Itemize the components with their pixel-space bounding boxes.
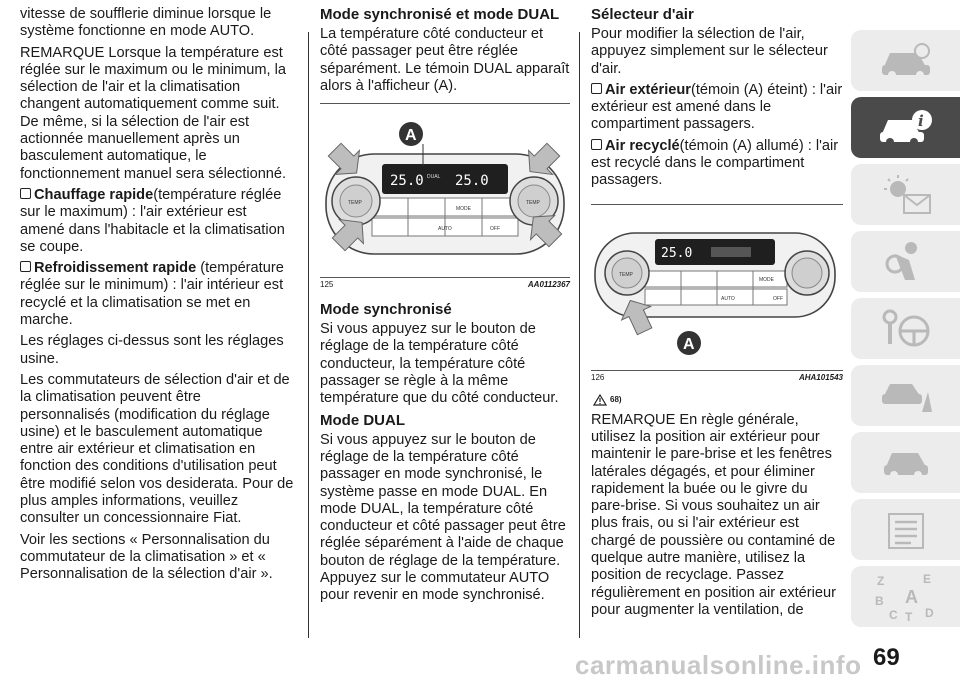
car-road-icon bbox=[878, 374, 934, 418]
temp-knob-label: TEMP bbox=[348, 200, 362, 207]
figure-code: AA0112367 bbox=[527, 280, 570, 290]
key-steering-icon bbox=[878, 307, 934, 351]
chapter-tabs bbox=[851, 30, 960, 633]
svg-text:E: E bbox=[922, 571, 931, 586]
svg-text:D: D bbox=[924, 605, 934, 620]
climate-panel-recirc-illustration bbox=[591, 215, 843, 365]
item-label: Chauffage rapide bbox=[34, 186, 154, 203]
item-text: (témoin (A) allumé) : l'air est recyclé dans le compartiment passagers. bbox=[591, 137, 839, 189]
auto-button-label: AUTO bbox=[721, 295, 735, 302]
list-item bbox=[591, 82, 843, 134]
paragraph: Si vous appuyez sur le bouton de réglage de la température côté passager en mode synchronisé, le système passe en mode DUAL. En mode DUAL, la température côté conducteur et côté passager peut être réglée séparément à l'aide de chaque bouton de réglage de la température. Appuyez sur le commutateur AUTO pour revenir en mode synchronisé. bbox=[320, 431, 566, 604]
paragraph: La température côté conducteur et côté passager peut être réglée séparément. Le témoin DUAL apparaît alors à l'afficheur (A). bbox=[320, 26, 570, 94]
off-button-label: OFF bbox=[490, 226, 500, 233]
item-label: Air recyclé bbox=[605, 137, 680, 154]
tab-index[interactable] bbox=[851, 566, 960, 627]
checkbox-bullet-icon bbox=[20, 261, 31, 272]
item-label: Air extérieur bbox=[605, 81, 691, 98]
car-dashboard-icon bbox=[878, 41, 934, 81]
warning-triangle-icon bbox=[593, 394, 607, 406]
warning-lights-message-icon bbox=[878, 173, 934, 217]
svg-text:C: C bbox=[888, 607, 898, 622]
svg-text:B: B bbox=[874, 593, 884, 608]
paragraph: vitesse de soufflerie diminue lorsque le système fonctionne en mode AUTO. bbox=[20, 6, 272, 40]
tab-knowing-vehicle[interactable] bbox=[851, 97, 960, 158]
tab-warning-lights[interactable] bbox=[851, 164, 960, 225]
checkbox-bullet-icon bbox=[591, 139, 602, 150]
spec-list-icon bbox=[881, 508, 931, 552]
dual-indicator: DUAL bbox=[427, 174, 441, 181]
list-item bbox=[20, 187, 294, 256]
temp-knob-label: TEMP bbox=[619, 271, 633, 278]
item-text: (température réglée sur le minimum) : l'air intérieur est recyclé et la climatisation se met en marche. bbox=[20, 260, 284, 329]
paragraph-remark: REMARQUE Lorsque la température est réglée sur le maximum ou le minimum, la sélection de l'air et la climatisation changent automatiquement comme suit. De même, si la sélection de l'air est actionnée manuellement après un basculement automatique, le fonctionnement manuel sera sélectionné. bbox=[20, 44, 287, 182]
svg-text:Z: Z bbox=[876, 573, 884, 588]
temp-knob-label: TEMP bbox=[526, 200, 540, 207]
index-letters-icon bbox=[871, 571, 941, 623]
section-heading: Mode synchronisé bbox=[320, 301, 452, 319]
page-number: 69 bbox=[873, 644, 900, 671]
svg-text:i: i bbox=[917, 111, 924, 130]
column-middle bbox=[320, 6, 570, 609]
tab-starting-driving[interactable] bbox=[851, 298, 960, 359]
note-number: 68) bbox=[610, 395, 622, 405]
figure-number: 126 bbox=[591, 372, 605, 382]
figure-climate-panel-recirc bbox=[591, 215, 843, 382]
checkbox-bullet-icon bbox=[591, 83, 602, 94]
figure-climate-panel-dual bbox=[320, 114, 570, 289]
list-item bbox=[591, 138, 843, 190]
display-left-temp: 25.0 bbox=[390, 173, 424, 190]
column-left bbox=[20, 6, 294, 588]
tab-dashboard[interactable] bbox=[851, 30, 960, 91]
mode-button-label: MODE bbox=[456, 206, 471, 213]
figure-number: 125 bbox=[320, 280, 334, 290]
section-heading: Sélecteur d'air bbox=[591, 6, 694, 23]
column-right bbox=[591, 6, 843, 623]
section-heading: Mode DUAL bbox=[320, 411, 405, 429]
car-service-icon bbox=[878, 443, 934, 483]
paragraph: Si vous appuyez sur le bouton de réglage de la température côté conducteur, la température côté passager se règle à la même température que du côté conducteur. bbox=[320, 321, 559, 407]
off-button-label: OFF bbox=[773, 295, 783, 302]
column-divider bbox=[308, 32, 309, 638]
svg-text:A: A bbox=[904, 586, 918, 607]
note-reference bbox=[593, 394, 843, 406]
callout-letter: A bbox=[405, 127, 417, 145]
climate-panel-dual-illustration bbox=[320, 114, 570, 272]
display-temp: 25.0 bbox=[661, 245, 693, 261]
column-divider bbox=[579, 32, 580, 638]
item-label: Refroidissement rapide bbox=[34, 260, 197, 277]
figure-caption bbox=[320, 277, 570, 289]
figure-top-rule bbox=[591, 204, 843, 205]
section-heading: Mode synchronisé et mode DUAL bbox=[320, 6, 560, 23]
tab-maintenance[interactable] bbox=[851, 432, 960, 493]
watermark: carmanualsonline.info bbox=[575, 650, 862, 680]
paragraph: Les réglages ci-dessus sont les réglages usine. bbox=[20, 333, 284, 367]
paragraph-remark: REMARQUE En règle générale, utilisez la position air extérieur pour maintenir le pare-brise et les fenêtres latérales dégagés, et pour éliminer rapidement la buée ou le givre du pare-brise. Si vous souhaitez un air plus frais, ou si l'air extérieur est chargé de poussière ou contaminé de quelque autre manière, utilisez la position de recyclage. Passez régulièrement en position air extérieur pour augmenter la ventilation, de bbox=[591, 411, 836, 618]
figure-code: AHA101543 bbox=[798, 372, 843, 382]
item-text: (témoin (A) éteint) : l'air extérieur est amené dans le compartiment passagers. bbox=[591, 81, 843, 133]
svg-text:T: T bbox=[904, 609, 912, 623]
tab-emergency[interactable] bbox=[851, 365, 960, 426]
callout-letter: A bbox=[683, 335, 695, 353]
auto-button-label: AUTO bbox=[438, 226, 452, 233]
list-item bbox=[20, 260, 294, 329]
airbag-seat-icon bbox=[881, 240, 931, 284]
tab-technical-data[interactable] bbox=[851, 499, 960, 560]
tab-safety[interactable] bbox=[851, 231, 960, 292]
figure-top-rule bbox=[320, 103, 570, 104]
paragraph: Voir les sections « Personnalisation du commutateur de la climatisation » et « Personnalisation de la sélection d'air ». bbox=[20, 531, 273, 583]
mode-button-label: MODE bbox=[759, 276, 774, 283]
display-right-temp: 25.0 bbox=[455, 173, 489, 190]
checkbox-bullet-icon bbox=[20, 188, 31, 199]
item-text: (température réglée sur le maximum) : l'air extérieur est amené dans l'habitacle et la climatisation se coupe. bbox=[20, 186, 285, 255]
car-info-icon bbox=[876, 108, 936, 148]
paragraph: Les commutateurs de sélection d'air et de la climatisation peuvent être personnalisés (modification du réglage usine) et le basculement automatique entre air extérieur et climatisation en fonction des conditions d'utilisation peut être modifié selon vos desiderata. Pour de plus amples informations, veuillez consulter un concessionnaire Fiat. bbox=[20, 371, 294, 527]
figure-caption bbox=[591, 370, 843, 382]
paragraph: Pour modifier la sélection de l'air, appuyez simplement sur le sélecteur d'air. bbox=[591, 26, 828, 77]
